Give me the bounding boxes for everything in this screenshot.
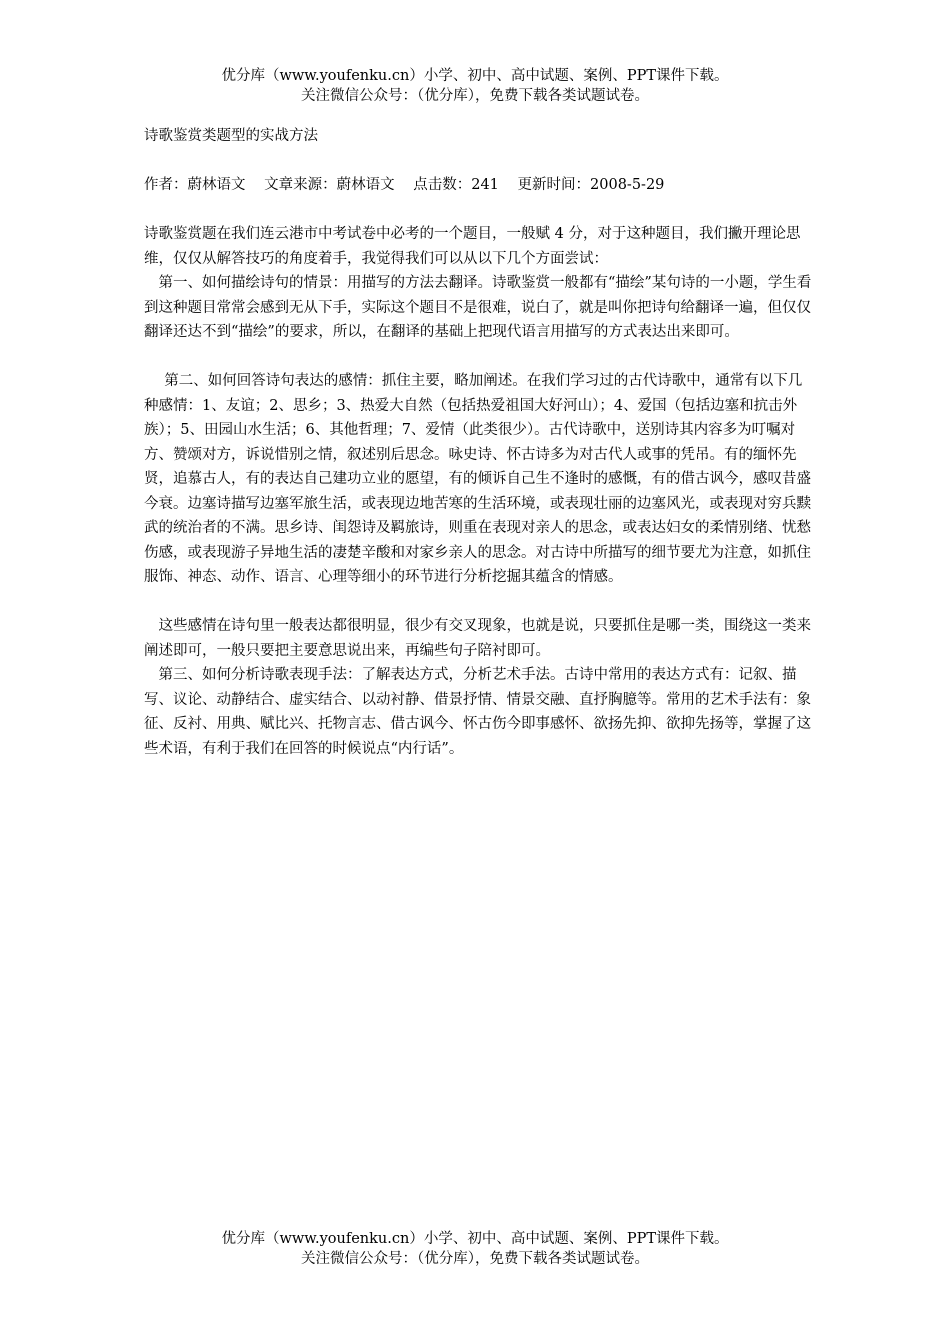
footer-line-1: 优分库（www.youfenku.cn）小学、初中、高中试题、案例、PPT课件下载。 — [221, 1231, 729, 1247]
paragraph-point-two: 第二、如何回答诗句表达的感情：抓住主要，略加阐述。在我们学习过的古代诗歌中，通常有以下几种感情：1、友谊；2、思乡；3、热爱大自然（包括热爱祖国大好河山）；4、爱国（包括边塞和抗击外族）；5、田园山水生活；6、其他哲理；7、爱情（此类很少）。古代诗歌中，送别诗其内容多为叮嘱对方、赞颂对方，诉说惜别之情，叙述别后思念。咏史诗、怀古诗多为对古代人或事的凭吊。有的缅怀先贤，追慕古人，有的表达自己建功立业的愿望，有的倾诉自己生不逢时的感慨，有的借古讽今，感叹昔盛今衰。边塞诗描写边塞军旅生活，或表现边地苦寒的生活环境，或表现壮丽的边塞风光，或表现对穷兵黩武的统治者的不满。思乡诗、闺怨诗及羁旅诗，则重在表现对亲人的思念，或表达妇女的柔情别绪、忧愁伤感，或表现游子异地生活的凄楚辛酸和对家乡亲人的思念。对古诗中所描写的细节要尤为注意，如抓住服饰、神态、动作、语言、心理等细小的环节进行分析挖掘其蕴含的情感。 — [144, 373, 811, 585]
paragraph-point-one: 第一、如何描绘诗句的情景：用描写的方法去翻译。诗歌鉴赏一般都有“描绘”某句诗的一小题，学生看到这种题目常常会感到无从下手，实际这个题目不是很难，说白了，就是叫你把诗句给翻译一遍，但仅仅翻译还达不到“描绘”的要求，所以，在翻译的基础上把现代语言用描写的方式表达出来即可。 — [144, 275, 812, 340]
header-line-1: 优分库（www.youfenku.cn）小学、初中、高中试题、案例、PPT课件下载。 — [221, 68, 729, 84]
meta-source: 文章来源：蔚林语文 — [264, 177, 395, 193]
article-body — [144, 124, 816, 761]
meta-hits: 点击数：241 — [413, 177, 499, 193]
header-line-2: 关注微信公众号：（优分库），免费下载各类试题试卷。 — [301, 88, 649, 104]
page-footer — [0, 1229, 950, 1269]
article-title: 诗歌鉴赏类题型的实战方法 — [144, 128, 318, 144]
paragraph-intro: 诗歌鉴赏题在我们连云港市中考试卷中必考的一个题目，一般赋 4 分，对于这种题目，我们撇开理论思维，仅仅从解答技巧的角度着手，我觉得我们可以从以下几个方面尝试： — [144, 226, 801, 267]
meta-author: 作者：蔚林语文 — [144, 177, 246, 193]
paragraph-emotion-note: 这些感情在诗句里一般表达都很明显，很少有交叉现象，也就是说，只要抓住是哪一类，围绕这一类来阐述即可，一般只要把主要意思说出来，再编些句子陪衬即可。 — [144, 618, 811, 659]
footer-line-2: 关注微信公众号：（优分库），免费下载各类试题试卷。 — [301, 1251, 649, 1267]
paragraph-point-three: 第三、如何分析诗歌表现手法：了解表达方式，分析艺术手法。古诗中常用的表达方式有：记叙、描写、议论、动静结合、虚实结合、以动衬静、借景抒情、情景交融、直抒胸臆等。常用的艺术手法有：象征、反衬、用典、赋比兴、托物言志、借古讽今、怀古伤今即事感怀、欲扬先抑、欲抑先扬等，掌握了这些术语，有利于我们在回答的时候说点“内行话”。 — [144, 667, 811, 757]
meta-updated: 更新时间：2008-5-29 — [517, 177, 665, 193]
article-meta — [144, 173, 816, 198]
page-header — [0, 66, 950, 106]
